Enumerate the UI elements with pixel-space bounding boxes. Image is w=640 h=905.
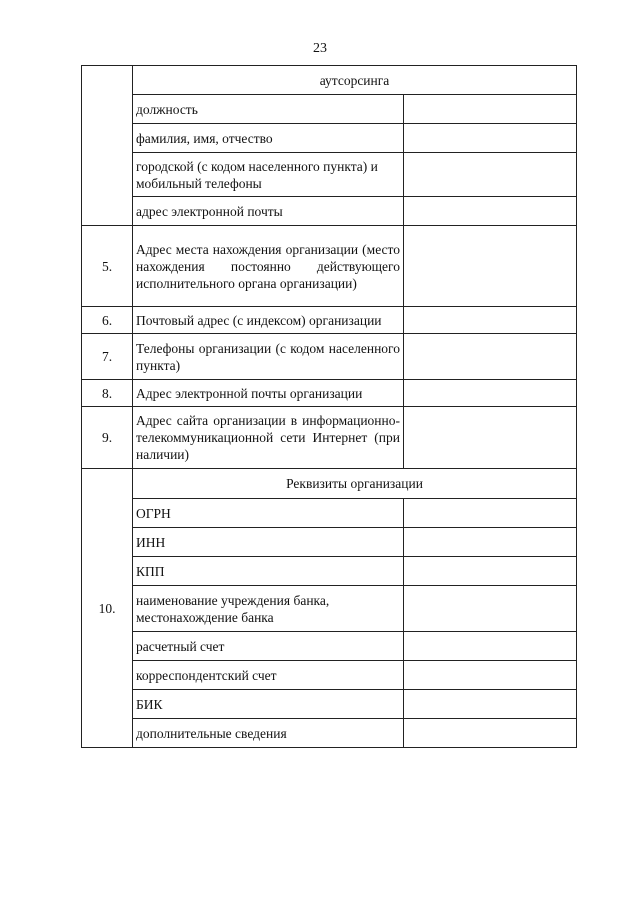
field-value-bank[interactable] xyxy=(404,586,577,632)
field-label-org-email: Адрес электронной почты организации xyxy=(133,380,404,407)
field-value-position[interactable] xyxy=(404,95,577,124)
field-value-additional-info[interactable] xyxy=(404,719,577,748)
field-value-settlement-account[interactable] xyxy=(404,632,577,661)
organization-info-table xyxy=(81,65,577,748)
table-row-item-7 xyxy=(82,334,577,380)
table-row-item-5 xyxy=(82,226,577,307)
field-label-website: Адрес сайта организации в информационно-телекоммуникационной сети Интернет (при наличии) xyxy=(133,407,404,469)
field-label-kpp: КПП xyxy=(133,557,404,586)
field-label-additional-info: дополнительные сведения xyxy=(133,719,404,748)
table-row xyxy=(82,95,577,124)
field-label-postal-address: Почтовый адрес (с индексом) организации xyxy=(133,307,404,334)
section-header-outsourcing: аутсорсинга xyxy=(133,66,577,95)
row-number-cell-continued xyxy=(82,66,133,226)
field-label-position: должность xyxy=(133,95,404,124)
field-label-full-name: фамилия, имя, отчество xyxy=(133,124,404,153)
table-row-outsourcing-header xyxy=(82,66,577,95)
row-number-7: 7. xyxy=(82,334,133,380)
table-row xyxy=(82,719,577,748)
field-value-correspondent-account[interactable] xyxy=(404,661,577,690)
field-value-kpp[interactable] xyxy=(404,557,577,586)
row-number-6: 6. xyxy=(82,307,133,334)
field-value-location-address[interactable] xyxy=(404,226,577,307)
field-label-bank: наименование учреждения банка, местонахождение банка xyxy=(133,586,404,632)
field-value-org-phones[interactable] xyxy=(404,334,577,380)
table-row xyxy=(82,632,577,661)
field-value-bik[interactable] xyxy=(404,690,577,719)
field-label-bik: БИК xyxy=(133,690,404,719)
table-row xyxy=(82,124,577,153)
table-row xyxy=(82,197,577,226)
field-value-ogrn[interactable] xyxy=(404,499,577,528)
field-value-inn[interactable] xyxy=(404,528,577,557)
row-number-5: 5. xyxy=(82,226,133,307)
field-label-inn: ИНН xyxy=(133,528,404,557)
field-label-email: адрес электронной почты xyxy=(133,197,404,226)
row-number-9: 9. xyxy=(82,407,133,469)
table-row-item-8 xyxy=(82,380,577,407)
field-value-full-name[interactable] xyxy=(404,124,577,153)
table-row-item-6 xyxy=(82,307,577,334)
table-row xyxy=(82,690,577,719)
field-value-website[interactable] xyxy=(404,407,577,469)
field-label-phones: городской (с кодом населенного пункта) и мобильный телефоны xyxy=(133,153,404,197)
field-label-settlement-account: расчетный счет xyxy=(133,632,404,661)
table-row xyxy=(82,153,577,197)
field-label-correspondent-account: корреспондентский счет xyxy=(133,661,404,690)
row-number-10: 10. xyxy=(82,469,133,748)
table-row xyxy=(82,586,577,632)
row-number-8: 8. xyxy=(82,380,133,407)
field-value-email[interactable] xyxy=(404,197,577,226)
table-row xyxy=(82,499,577,528)
field-label-location-address: Адрес места нахождения организации (место нахождения постоянно действующего исполнительного органа организации) xyxy=(133,226,404,307)
field-label-ogrn: ОГРН xyxy=(133,499,404,528)
table-row xyxy=(82,528,577,557)
field-value-postal-address[interactable] xyxy=(404,307,577,334)
field-label-org-phones: Телефоны организации (с кодом населенного пункта) xyxy=(133,334,404,380)
table-row-item-10-header xyxy=(82,469,577,499)
table-row xyxy=(82,661,577,690)
field-value-phones[interactable] xyxy=(404,153,577,197)
section-header-org-details: Реквизиты организации xyxy=(133,469,577,499)
field-value-org-email[interactable] xyxy=(404,380,577,407)
page-number: 23 xyxy=(313,41,327,56)
table-row-item-9 xyxy=(82,407,577,469)
table-row xyxy=(82,557,577,586)
